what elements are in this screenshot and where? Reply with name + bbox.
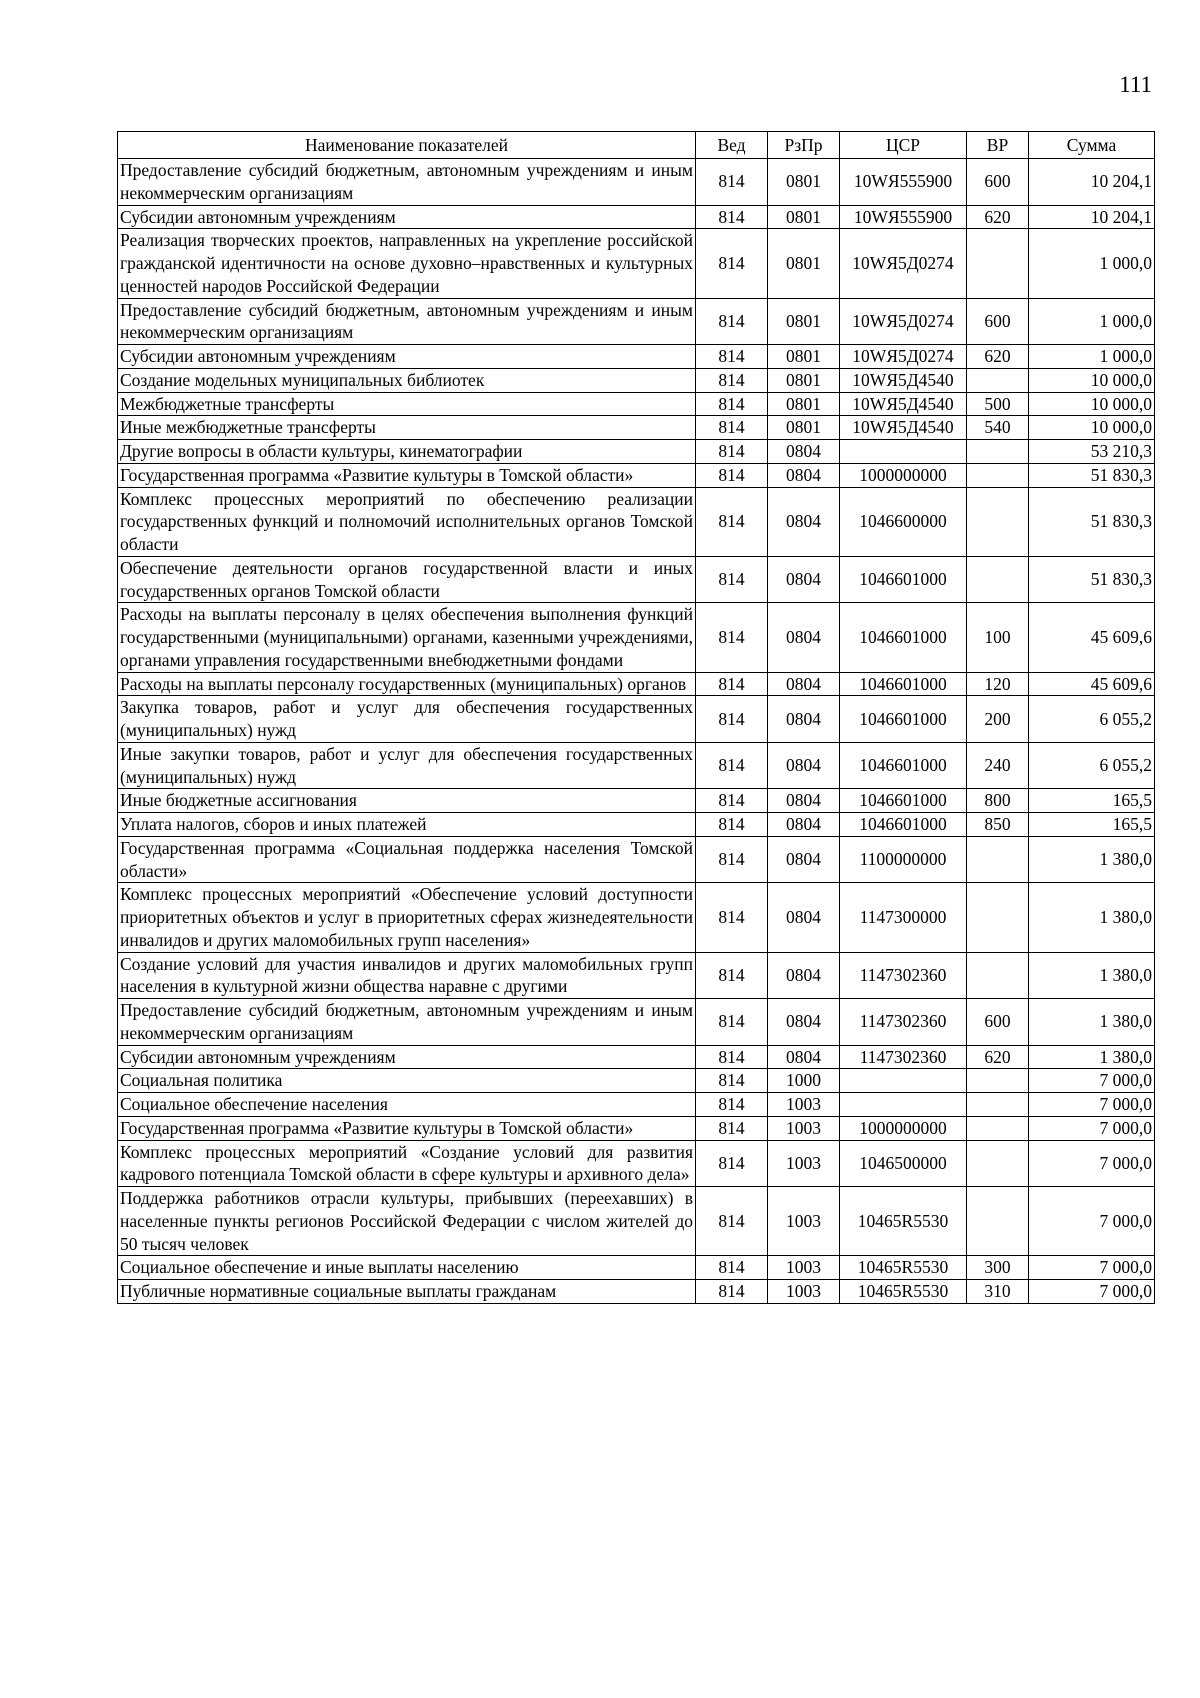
cell-csr — [840, 1069, 967, 1093]
cell-name: Уплата налогов, сборов и иных платежей — [118, 813, 696, 837]
table-body — [118, 159, 1155, 1304]
table-row — [118, 1093, 1155, 1117]
cell-csr: 1147302360 — [840, 999, 967, 1046]
cell-rzpr: 0804 — [768, 463, 840, 487]
cell-name: Закупка товаров, работ и услуг для обеспечения государственных (муниципальных) нужд — [118, 696, 696, 743]
cell-rzpr: 0801 — [768, 298, 840, 345]
table-row — [118, 696, 1155, 743]
cell-vr: 500 — [967, 392, 1029, 416]
cell-rzpr: 0804 — [768, 696, 840, 743]
cell-vr — [967, 1116, 1029, 1140]
cell-csr: 10WЯ5Д0274 — [840, 345, 967, 369]
header-csr: ЦСР — [840, 132, 967, 159]
cell-rzpr: 1000 — [768, 1069, 840, 1093]
cell-csr — [840, 1093, 967, 1117]
cell-vr: 620 — [967, 345, 1029, 369]
cell-sum: 7 000,0 — [1029, 1280, 1155, 1304]
cell-vr — [967, 487, 1029, 556]
table-row — [118, 440, 1155, 464]
cell-sum: 1 380,0 — [1029, 952, 1155, 999]
cell-ved: 814 — [696, 368, 768, 392]
cell-sum: 165,5 — [1029, 813, 1155, 837]
table-row — [118, 1116, 1155, 1140]
table-header-row — [118, 132, 1155, 159]
cell-ved: 814 — [696, 487, 768, 556]
header-vr: ВР — [967, 132, 1029, 159]
cell-csr: 1046601000 — [840, 813, 967, 837]
cell-vr — [967, 836, 1029, 883]
cell-vr — [967, 229, 1029, 298]
cell-name: Субсидии автономным учреждениям — [118, 345, 696, 369]
cell-ved: 814 — [696, 999, 768, 1046]
cell-sum: 1 000,0 — [1029, 345, 1155, 369]
cell-sum: 6 055,2 — [1029, 696, 1155, 743]
table-row — [118, 813, 1155, 837]
cell-sum: 10 000,0 — [1029, 416, 1155, 440]
cell-ved: 814 — [696, 813, 768, 837]
cell-sum: 7 000,0 — [1029, 1256, 1155, 1280]
cell-ved: 814 — [696, 1280, 768, 1304]
cell-sum: 51 830,3 — [1029, 487, 1155, 556]
cell-csr: 1046601000 — [840, 696, 967, 743]
cell-vr: 800 — [967, 789, 1029, 813]
cell-ved: 814 — [696, 1045, 768, 1069]
cell-sum: 45 609,6 — [1029, 672, 1155, 696]
cell-name: Предоставление субсидий бюджетным, автономным учреждениям и иным некоммерческим организациям — [118, 159, 696, 206]
cell-vr — [967, 368, 1029, 392]
cell-ved: 814 — [696, 836, 768, 883]
table-row — [118, 229, 1155, 298]
cell-ved: 814 — [696, 345, 768, 369]
cell-name: Публичные нормативные социальные выплаты гражданам — [118, 1280, 696, 1304]
cell-vr — [967, 1069, 1029, 1093]
cell-name: Иные межбюджетные трансферты — [118, 416, 696, 440]
cell-sum: 7 000,0 — [1029, 1069, 1155, 1093]
cell-ved: 814 — [696, 159, 768, 206]
cell-rzpr: 0804 — [768, 999, 840, 1046]
cell-csr: 10WЯ5Д4540 — [840, 392, 967, 416]
cell-name: Создание модельных муниципальных библиотек — [118, 368, 696, 392]
cell-sum: 1 000,0 — [1029, 229, 1155, 298]
table-row — [118, 345, 1155, 369]
cell-sum: 7 000,0 — [1029, 1116, 1155, 1140]
table-row — [118, 883, 1155, 952]
cell-name: Расходы на выплаты персоналу государственных (муниципальных) органов — [118, 672, 696, 696]
cell-csr: 1147302360 — [840, 1045, 967, 1069]
cell-rzpr: 0801 — [768, 229, 840, 298]
page-number: 111 — [1119, 72, 1152, 97]
cell-rzpr: 1003 — [768, 1187, 840, 1256]
cell-ved: 814 — [696, 392, 768, 416]
cell-csr: 10WЯ5Д0274 — [840, 229, 967, 298]
table-row — [118, 742, 1155, 789]
cell-name: Межбюджетные трансферты — [118, 392, 696, 416]
cell-name: Социальное обеспечение населения — [118, 1093, 696, 1117]
cell-rzpr: 0804 — [768, 1045, 840, 1069]
cell-vr — [967, 952, 1029, 999]
table-row — [118, 368, 1155, 392]
cell-sum: 1 380,0 — [1029, 836, 1155, 883]
cell-sum: 1 000,0 — [1029, 298, 1155, 345]
cell-name: Социальная политика — [118, 1069, 696, 1093]
cell-name: Государственная программа «Социальная поддержка населения Томской области» — [118, 836, 696, 883]
table-row — [118, 1045, 1155, 1069]
cell-ved: 814 — [696, 205, 768, 229]
cell-rzpr: 0804 — [768, 952, 840, 999]
cell-sum: 1 380,0 — [1029, 1045, 1155, 1069]
table-row — [118, 1140, 1155, 1187]
cell-csr: 1046601000 — [840, 742, 967, 789]
cell-csr: 10465R5530 — [840, 1256, 967, 1280]
cell-csr: 1100000000 — [840, 836, 967, 883]
cell-rzpr: 0804 — [768, 813, 840, 837]
cell-rzpr: 0804 — [768, 742, 840, 789]
table-row — [118, 1256, 1155, 1280]
cell-csr: 10465R5530 — [840, 1187, 967, 1256]
cell-sum: 53 210,3 — [1029, 440, 1155, 464]
cell-ved: 814 — [696, 742, 768, 789]
cell-vr — [967, 1187, 1029, 1256]
cell-csr: 10WЯ555900 — [840, 159, 967, 206]
cell-rzpr: 1003 — [768, 1140, 840, 1187]
cell-vr: 850 — [967, 813, 1029, 837]
cell-csr: 1046601000 — [840, 789, 967, 813]
cell-vr: 240 — [967, 742, 1029, 789]
cell-vr: 300 — [967, 1256, 1029, 1280]
cell-rzpr: 1003 — [768, 1280, 840, 1304]
cell-sum: 51 830,3 — [1029, 556, 1155, 603]
cell-rzpr: 1003 — [768, 1256, 840, 1280]
cell-name: Комплекс процессных мероприятий «Обеспечение условий доступности приоритетных объектов и услуг в приоритетных сферах жизнедеятельности инвалидов и других маломобильных групп населения» — [118, 883, 696, 952]
cell-name: Расходы на выплаты персоналу в целях обеспечения выполнения функций государственными (муниципальными) органами, казенными учреждениями, органами управления государственными внебюджетными фондами — [118, 603, 696, 672]
cell-rzpr: 0804 — [768, 883, 840, 952]
header-sum: Сумма — [1029, 132, 1155, 159]
cell-ved: 814 — [696, 1256, 768, 1280]
cell-rzpr: 1003 — [768, 1093, 840, 1117]
cell-rzpr: 0804 — [768, 789, 840, 813]
cell-rzpr: 0804 — [768, 556, 840, 603]
table-row — [118, 672, 1155, 696]
cell-sum: 51 830,3 — [1029, 463, 1155, 487]
cell-rzpr: 0804 — [768, 487, 840, 556]
cell-name: Комплекс процессных мероприятий по обеспечению реализации государственных функций и полномочий исполнительных органов Томской области — [118, 487, 696, 556]
cell-sum: 7 000,0 — [1029, 1187, 1155, 1256]
table-row — [118, 603, 1155, 672]
cell-rzpr: 0801 — [768, 368, 840, 392]
cell-ved: 814 — [696, 1093, 768, 1117]
cell-vr: 620 — [967, 205, 1029, 229]
table-row — [118, 416, 1155, 440]
table-row — [118, 487, 1155, 556]
cell-sum: 10 204,1 — [1029, 205, 1155, 229]
cell-name: Другие вопросы в области культуры, кинематографии — [118, 440, 696, 464]
cell-ved: 814 — [696, 883, 768, 952]
cell-ved: 814 — [696, 672, 768, 696]
cell-rzpr: 1003 — [768, 1116, 840, 1140]
cell-vr — [967, 883, 1029, 952]
cell-vr: 310 — [967, 1280, 1029, 1304]
cell-csr: 1046601000 — [840, 556, 967, 603]
cell-name: Иные бюджетные ассигнования — [118, 789, 696, 813]
cell-csr: 1147302360 — [840, 952, 967, 999]
header-ved: Вед — [696, 132, 768, 159]
cell-rzpr: 0801 — [768, 345, 840, 369]
cell-sum: 10 000,0 — [1029, 368, 1155, 392]
table-row — [118, 1069, 1155, 1093]
header-rzpr: РзПр — [768, 132, 840, 159]
cell-rzpr: 0804 — [768, 603, 840, 672]
cell-sum: 10 000,0 — [1029, 392, 1155, 416]
cell-ved: 814 — [696, 440, 768, 464]
cell-name: Субсидии автономным учреждениям — [118, 1045, 696, 1069]
cell-name: Государственная программа «Развитие культуры в Томской области» — [118, 463, 696, 487]
cell-name: Поддержка работников отрасли культуры, прибывших (переехавших) в населенные пункты регионов Российской Федерации с числом жителей до 50 тысяч человек — [118, 1187, 696, 1256]
cell-csr: 1046601000 — [840, 672, 967, 696]
cell-name: Предоставление субсидий бюджетным, автономным учреждениям и иным некоммерческим организациям — [118, 999, 696, 1046]
cell-ved: 814 — [696, 1069, 768, 1093]
cell-name: Социальное обеспечение и иные выплаты населению — [118, 1256, 696, 1280]
table-row — [118, 205, 1155, 229]
cell-vr: 120 — [967, 672, 1029, 696]
cell-name: Комплекс процессных мероприятий «Создание условий для развития кадрового потенциала Томской области в сфере культуры и архивного дела» — [118, 1140, 696, 1187]
table-row — [118, 1187, 1155, 1256]
cell-csr: 1000000000 — [840, 1116, 967, 1140]
cell-ved: 814 — [696, 463, 768, 487]
table-row — [118, 463, 1155, 487]
cell-ved: 814 — [696, 416, 768, 440]
cell-ved: 814 — [696, 696, 768, 743]
budget-table — [117, 131, 1155, 1304]
cell-sum: 1 380,0 — [1029, 999, 1155, 1046]
cell-ved: 814 — [696, 556, 768, 603]
cell-ved: 814 — [696, 229, 768, 298]
cell-ved: 814 — [696, 1187, 768, 1256]
cell-csr: 10WЯ5Д4540 — [840, 368, 967, 392]
cell-csr: 1046600000 — [840, 487, 967, 556]
cell-csr: 1046500000 — [840, 1140, 967, 1187]
cell-ved: 814 — [696, 789, 768, 813]
cell-csr: 1046601000 — [840, 603, 967, 672]
table-row — [118, 298, 1155, 345]
cell-rzpr: 0804 — [768, 836, 840, 883]
cell-sum: 10 204,1 — [1029, 159, 1155, 206]
cell-name: Реализация творческих проектов, направленных на укрепление российской гражданской идентичности на основе духовно–нравственных и культурных ценностей народов Российской Федерации — [118, 229, 696, 298]
table-row — [118, 999, 1155, 1046]
cell-sum: 7 000,0 — [1029, 1093, 1155, 1117]
cell-vr — [967, 463, 1029, 487]
cell-sum: 7 000,0 — [1029, 1140, 1155, 1187]
table-row — [118, 159, 1155, 206]
cell-csr: 10465R5530 — [840, 1280, 967, 1304]
table-row — [118, 836, 1155, 883]
cell-csr: 1147300000 — [840, 883, 967, 952]
cell-vr: 540 — [967, 416, 1029, 440]
cell-name: Обеспечение деятельности органов государственной власти и иных государственных органов Томской области — [118, 556, 696, 603]
cell-vr: 600 — [967, 298, 1029, 345]
cell-name: Государственная программа «Развитие культуры в Томской области» — [118, 1116, 696, 1140]
cell-vr: 200 — [967, 696, 1029, 743]
header-name: Наименование показателей — [118, 132, 696, 159]
cell-csr: 10WЯ5Д4540 — [840, 416, 967, 440]
cell-rzpr: 0801 — [768, 205, 840, 229]
cell-name: Иные закупки товаров, работ и услуг для обеспечения государственных (муниципальных) нужд — [118, 742, 696, 789]
cell-vr — [967, 440, 1029, 464]
cell-ved: 814 — [696, 298, 768, 345]
cell-ved: 814 — [696, 1140, 768, 1187]
cell-vr: 600 — [967, 159, 1029, 206]
cell-rzpr: 0801 — [768, 159, 840, 206]
cell-rzpr: 0804 — [768, 672, 840, 696]
table-row — [118, 789, 1155, 813]
cell-sum: 165,5 — [1029, 789, 1155, 813]
cell-vr — [967, 1093, 1029, 1117]
table-row — [118, 392, 1155, 416]
cell-rzpr: 0804 — [768, 440, 840, 464]
table-row — [118, 1280, 1155, 1304]
cell-csr — [840, 440, 967, 464]
cell-vr — [967, 556, 1029, 603]
cell-rzpr: 0801 — [768, 416, 840, 440]
cell-name: Предоставление субсидий бюджетным, автономным учреждениям и иным некоммерческим организациям — [118, 298, 696, 345]
cell-sum: 45 609,6 — [1029, 603, 1155, 672]
cell-sum: 6 055,2 — [1029, 742, 1155, 789]
cell-csr: 1000000000 — [840, 463, 967, 487]
cell-vr: 620 — [967, 1045, 1029, 1069]
cell-vr: 600 — [967, 999, 1029, 1046]
cell-name: Субсидии автономным учреждениям — [118, 205, 696, 229]
cell-vr — [967, 1140, 1029, 1187]
cell-ved: 814 — [696, 1116, 768, 1140]
cell-ved: 814 — [696, 952, 768, 999]
table-row — [118, 556, 1155, 603]
cell-name: Создание условий для участия инвалидов и других маломобильных групп населения в культурной жизни общества наравне с другими — [118, 952, 696, 999]
cell-csr: 10WЯ555900 — [840, 205, 967, 229]
cell-rzpr: 0801 — [768, 392, 840, 416]
cell-sum: 1 380,0 — [1029, 883, 1155, 952]
cell-ved: 814 — [696, 603, 768, 672]
cell-vr: 100 — [967, 603, 1029, 672]
cell-csr: 10WЯ5Д0274 — [840, 298, 967, 345]
table-row — [118, 952, 1155, 999]
